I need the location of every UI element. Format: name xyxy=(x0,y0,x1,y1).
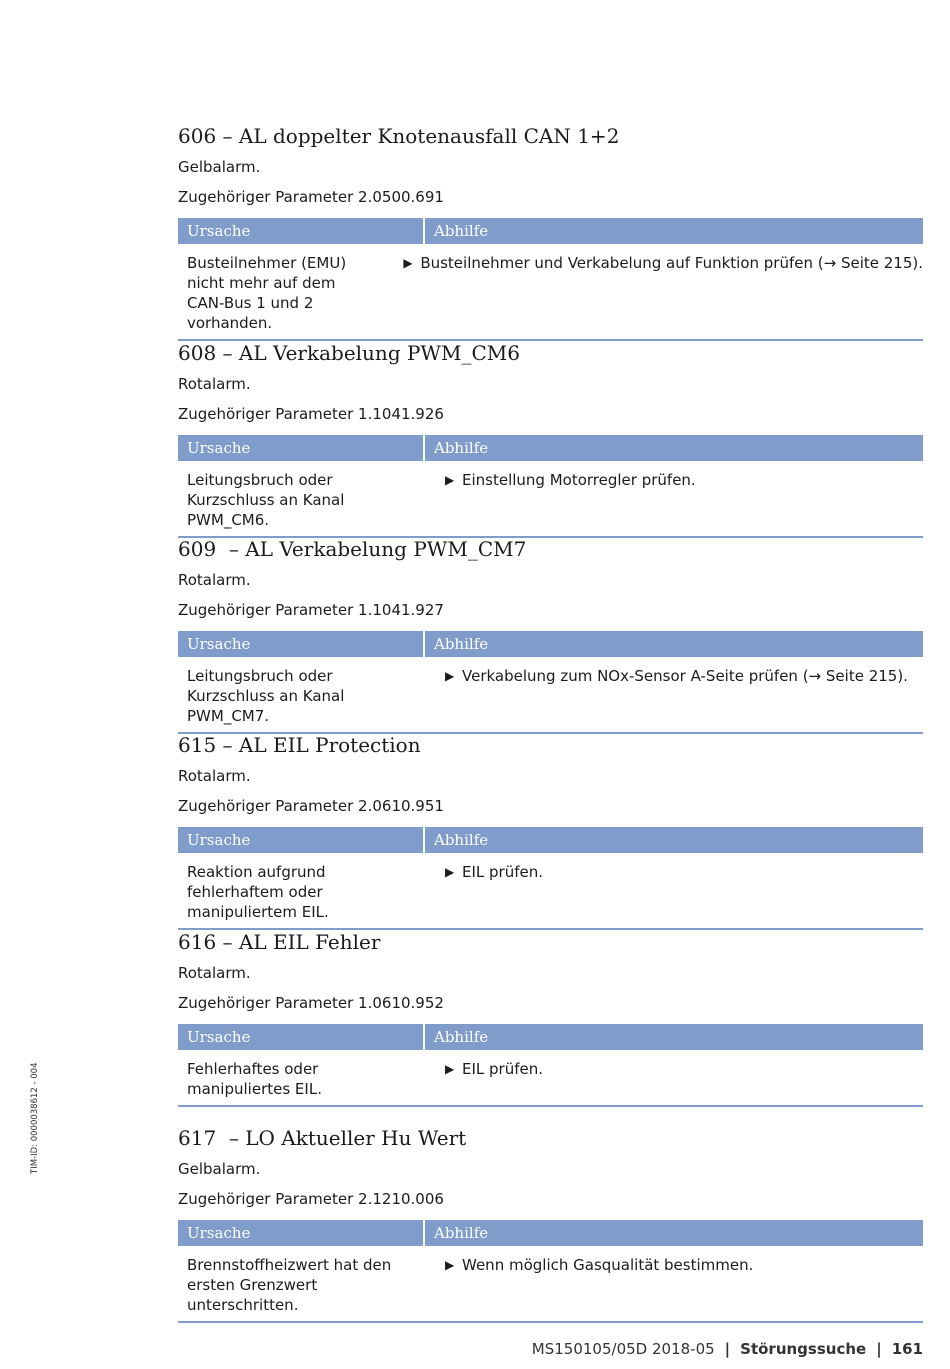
table-header xyxy=(178,1220,923,1246)
header-remedy: Abhilfe xyxy=(425,435,923,461)
table-row xyxy=(178,461,923,536)
remedy-cell xyxy=(425,1255,923,1315)
table-row xyxy=(178,657,923,732)
section-title: 609 – AL Verkabelung PWM_CM7 xyxy=(178,537,527,561)
table-header xyxy=(178,218,923,244)
table-header xyxy=(178,631,923,657)
alarm-type: Gelbalarm. xyxy=(178,158,261,176)
section-title: 616 – AL EIL Fehler xyxy=(178,930,381,954)
triangle-right-icon: ▶ xyxy=(445,865,455,879)
header-remedy: Abhilfe xyxy=(425,218,923,244)
header-cause: Ursache xyxy=(178,435,423,461)
document-id: MS150105/05D 2018-05 xyxy=(531,1340,715,1358)
parameter-ref: Zugehöriger Parameter 1.1041.926 xyxy=(178,405,444,423)
cause-cell: Brennstoffheizwert hat den ersten Grenzwert unterschritten. xyxy=(187,1256,392,1314)
triangle-right-icon: ▶ xyxy=(445,1062,455,1076)
remedy-text: Verkabelung zum NOx-Sensor A-Seite prüfen (→ Seite 215). xyxy=(462,667,908,685)
parameter-ref: Zugehöriger Parameter 1.1041.927 xyxy=(178,601,444,619)
remedy-text: Einstellung Motorregler prüfen. xyxy=(462,471,696,489)
section-title: 608 – AL Verkabelung PWM_CM6 xyxy=(178,341,520,365)
fault-section-617 xyxy=(178,1125,923,1323)
fault-section-616 xyxy=(178,929,923,1107)
footer-separator: | xyxy=(724,1340,731,1358)
page-footer xyxy=(532,1339,923,1359)
table-header xyxy=(178,827,923,853)
fault-section-609 xyxy=(178,536,923,734)
cause-cell: Leitungsbruch oder Kurzschluss an Kanal PWM_CM7. xyxy=(187,667,345,725)
header-cause: Ursache xyxy=(178,631,423,657)
remedy-text: Busteilnehmer und Verkabelung auf Funktion prüfen (→ Seite 215). xyxy=(420,254,923,272)
section-title: 606 – AL doppelter Knotenausfall CAN 1+2 xyxy=(178,124,620,148)
chapter-name: Störungssuche xyxy=(740,1340,867,1358)
remedy-text: EIL prüfen. xyxy=(462,863,544,881)
footer-separator: | xyxy=(876,1340,882,1358)
header-cause: Ursache xyxy=(178,1024,423,1050)
table-header xyxy=(178,1024,923,1050)
table-row xyxy=(178,853,923,928)
cause-cell: Fehlerhaftes oder manipuliertes EIL. xyxy=(187,1060,322,1098)
table-row xyxy=(178,244,923,339)
fault-section-615 xyxy=(178,732,923,930)
parameter-ref: Zugehöriger Parameter 1.0610.952 xyxy=(178,994,444,1012)
remedy-text: Wenn möglich Gasqualität bestimmen. xyxy=(462,1256,754,1274)
header-cause: Ursache xyxy=(178,1220,423,1246)
cause-cell: Reaktion aufgrund fehlerhaftem oder manipuliertem EIL. xyxy=(187,863,329,921)
alarm-type: Rotalarm. xyxy=(178,767,251,785)
page-number: 161 xyxy=(891,1340,923,1358)
cause-remedy-table xyxy=(178,631,923,734)
triangle-right-icon: ▶ xyxy=(445,473,455,487)
triangle-right-icon: ▶ xyxy=(445,1258,455,1272)
table-row xyxy=(178,1050,923,1105)
parameter-ref: Zugehöriger Parameter 2.1210.006 xyxy=(178,1190,444,1208)
parameter-ref: Zugehöriger Parameter 2.0610.951 xyxy=(178,797,444,815)
fault-section-606 xyxy=(178,123,923,341)
tim-id-label: TIM-ID: 0000038612 - 004 xyxy=(30,1062,40,1174)
remedy-cell xyxy=(425,666,923,726)
alarm-type: Gelbalarm. xyxy=(178,1160,261,1178)
header-cause: Ursache xyxy=(178,827,423,853)
header-remedy: Abhilfe xyxy=(425,1024,923,1050)
remedy-cell xyxy=(425,470,923,530)
header-remedy: Abhilfe xyxy=(425,631,923,657)
triangle-right-icon: ▶ xyxy=(445,669,455,683)
remedy-cell xyxy=(425,862,923,922)
cause-cell: Leitungsbruch oder Kurzschluss an Kanal PWM_CM6. xyxy=(187,471,345,529)
cause-cell: Busteilnehmer (EMU) nicht mehr auf dem CAN-Bus 1 und 2 vorhanden. xyxy=(187,254,347,332)
alarm-type: Rotalarm. xyxy=(178,964,251,982)
remedy-cell xyxy=(425,1059,923,1099)
cause-remedy-table xyxy=(178,827,923,930)
header-remedy: Abhilfe xyxy=(425,1220,923,1246)
fault-section-608 xyxy=(178,340,923,538)
table-header xyxy=(178,435,923,461)
section-title: 615 – AL EIL Protection xyxy=(178,733,421,757)
parameter-ref: Zugehöriger Parameter 2.0500.691 xyxy=(178,188,444,206)
header-cause: Ursache xyxy=(178,218,423,244)
triangle-right-icon: ▶ xyxy=(403,256,413,270)
cause-remedy-table xyxy=(178,435,923,538)
section-title: 617 – LO Aktueller Hu Wert xyxy=(178,1126,467,1150)
table-row xyxy=(178,1246,923,1321)
remedy-cell xyxy=(383,253,923,333)
cause-remedy-table xyxy=(178,1024,923,1107)
alarm-type: Rotalarm. xyxy=(178,375,251,393)
cause-remedy-table xyxy=(178,1220,923,1323)
header-remedy: Abhilfe xyxy=(425,827,923,853)
remedy-text: EIL prüfen. xyxy=(462,1060,544,1078)
alarm-type: Rotalarm. xyxy=(178,571,251,589)
cause-remedy-table xyxy=(178,218,923,341)
